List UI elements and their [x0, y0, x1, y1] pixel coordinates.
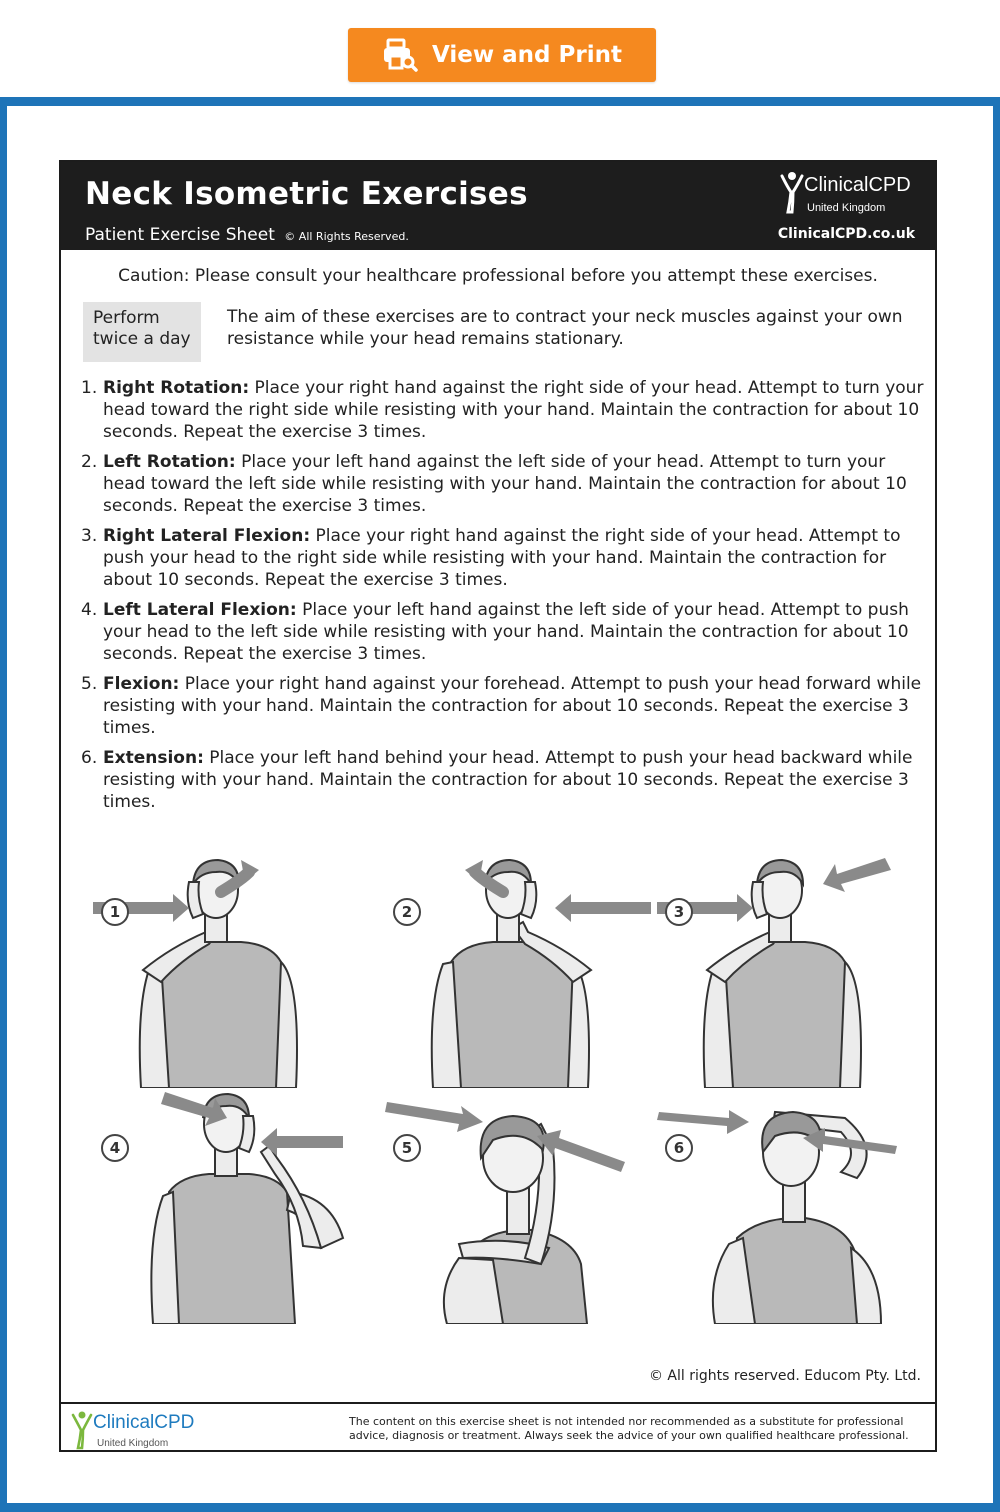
blue-frame [0, 97, 1000, 1512]
sheet-header [61, 162, 935, 250]
exercise-name: Right Rotation: [103, 378, 250, 398]
exercise-number: 2. [81, 452, 98, 472]
exercise-item [81, 599, 931, 665]
illustration-extension [645, 1088, 935, 1324]
exercise-text: Place your right hand against the right side of your head. Attempt to turn your head toward the right side while resisting with your hand. Maintain the contraction for about 10 seconds. Repeat the exercise 3 times. [103, 378, 924, 442]
frequency-line-1: Perform [93, 308, 160, 328]
exercise-number: 6. [81, 748, 98, 768]
frequency-badge [83, 302, 201, 362]
brand-region: United Kingdom [807, 202, 886, 214]
exercise-number: 5. [81, 674, 98, 694]
illustration-left-rotation [373, 852, 663, 1088]
exercise-text: Place your left hand against the left side of your head. Attempt to turn your head toward the left side while resisting with your hand. Maintain the contraction for about 10 seconds. Repeat the exercise 3 times. [103, 452, 907, 516]
exercise-item [81, 673, 931, 739]
frame-inner [7, 106, 993, 1503]
caution-text: Caution: Please consult your healthcare professional before you attempt these exercises. [118, 266, 878, 286]
exercise-item [81, 525, 931, 591]
exercise-list [81, 377, 931, 821]
exercise-sheet [59, 160, 937, 1452]
exercise-text: Place your left hand behind your head. Attempt to push your head backward while resisting with your hand. Maintain the contraction for about 10 seconds. Repeat the exercise 3 times. [103, 748, 913, 812]
figure-number-badge: 4 [101, 1134, 129, 1162]
figure-number-badge: 5 [393, 1134, 421, 1162]
exercise-name: Left Lateral Flexion: [103, 600, 297, 620]
exercise-item [81, 377, 931, 443]
print-toolbar [0, 0, 1000, 97]
illustration-right-rotation [81, 852, 371, 1088]
footer-brand-name: ClinicalCPD [93, 1412, 195, 1433]
subtitle-rights: © All Rights Reserved. [284, 230, 409, 243]
illustration-right-lateral-flexion [645, 852, 935, 1088]
illustration-flexion [373, 1088, 663, 1324]
exercise-text: Place your right hand against the right side of your head. Attempt to push your head to the right side while resisting with your hand. Maintain the contraction for about 10 seconds. Repeat the exercise 3 times. [103, 526, 901, 590]
exercise-name: Flexion: [103, 674, 180, 694]
subtitle-text: Patient Exercise Sheet [85, 225, 275, 245]
aim-text: The aim of these exercises are to contract your neck muscles against your own resistance while your head remains stationary. [227, 307, 903, 349]
exercise-text: Place your right hand against your forehead. Attempt to push your head forward while resisting with your hand. Maintain the contraction for about 10 seconds. Repeat the exercise 3 times. [103, 674, 922, 738]
exercise-number: 1. [81, 378, 98, 398]
exercise-name: Right Lateral Flexion: [103, 526, 311, 546]
sheet-title: Neck Isometric Exercises [85, 176, 528, 212]
site-url: ClinicalCPD.co.uk [777, 226, 915, 242]
figure-number-badge: 3 [665, 898, 693, 926]
footer-brand-logo [71, 1408, 211, 1452]
figure-logo-icon [71, 1410, 93, 1450]
exercise-item [81, 451, 931, 517]
person-illustration [81, 1088, 371, 1324]
figure-number-badge: 2 [393, 898, 421, 926]
figure-number-badge: 1 [101, 898, 129, 926]
figure-number-badge: 6 [665, 1134, 693, 1162]
brand-logo [779, 170, 929, 218]
exercise-name: Left Rotation: [103, 452, 236, 472]
figure-logo-icon [779, 170, 805, 214]
print-button-label: View and Print [432, 42, 622, 68]
person-illustration [373, 852, 663, 1088]
copyright-notice: © All rights reserved. Educom Pty. Ltd. [648, 1368, 921, 1384]
person-illustration [81, 852, 371, 1088]
footer-brand-region: United Kingdom [97, 1438, 169, 1449]
brand-name: ClinicalCPD [804, 174, 911, 196]
exercise-illustrations [61, 852, 935, 1352]
footer-divider [61, 1402, 935, 1404]
illustration-left-lateral-flexion [81, 1088, 371, 1324]
sheet-subtitle [85, 225, 409, 245]
frequency-line-2: twice a day [93, 329, 191, 349]
view-and-print-button[interactable] [348, 28, 656, 82]
print-preview-icon [382, 38, 418, 72]
exercise-text: Place your left hand against the left side of your head. Attempt to push your head to the left side while resisting with your hand. Maintain the contraction for about 10 seconds. Repeat the exercise 3 times. [103, 600, 909, 664]
person-illustration [373, 1088, 663, 1324]
disclaimer-text: The content on this exercise sheet is not intended nor recommended as a substitute for professional advice, diagnosis or treatment. Always seek the advice of your own qualified healthcare professional. [349, 1415, 909, 1442]
exercise-name: Extension: [103, 748, 204, 768]
exercise-number: 4. [81, 600, 98, 620]
exercise-number: 3. [81, 526, 98, 546]
exercise-item [81, 747, 931, 813]
person-illustration [645, 852, 935, 1088]
person-illustration [645, 1088, 935, 1324]
